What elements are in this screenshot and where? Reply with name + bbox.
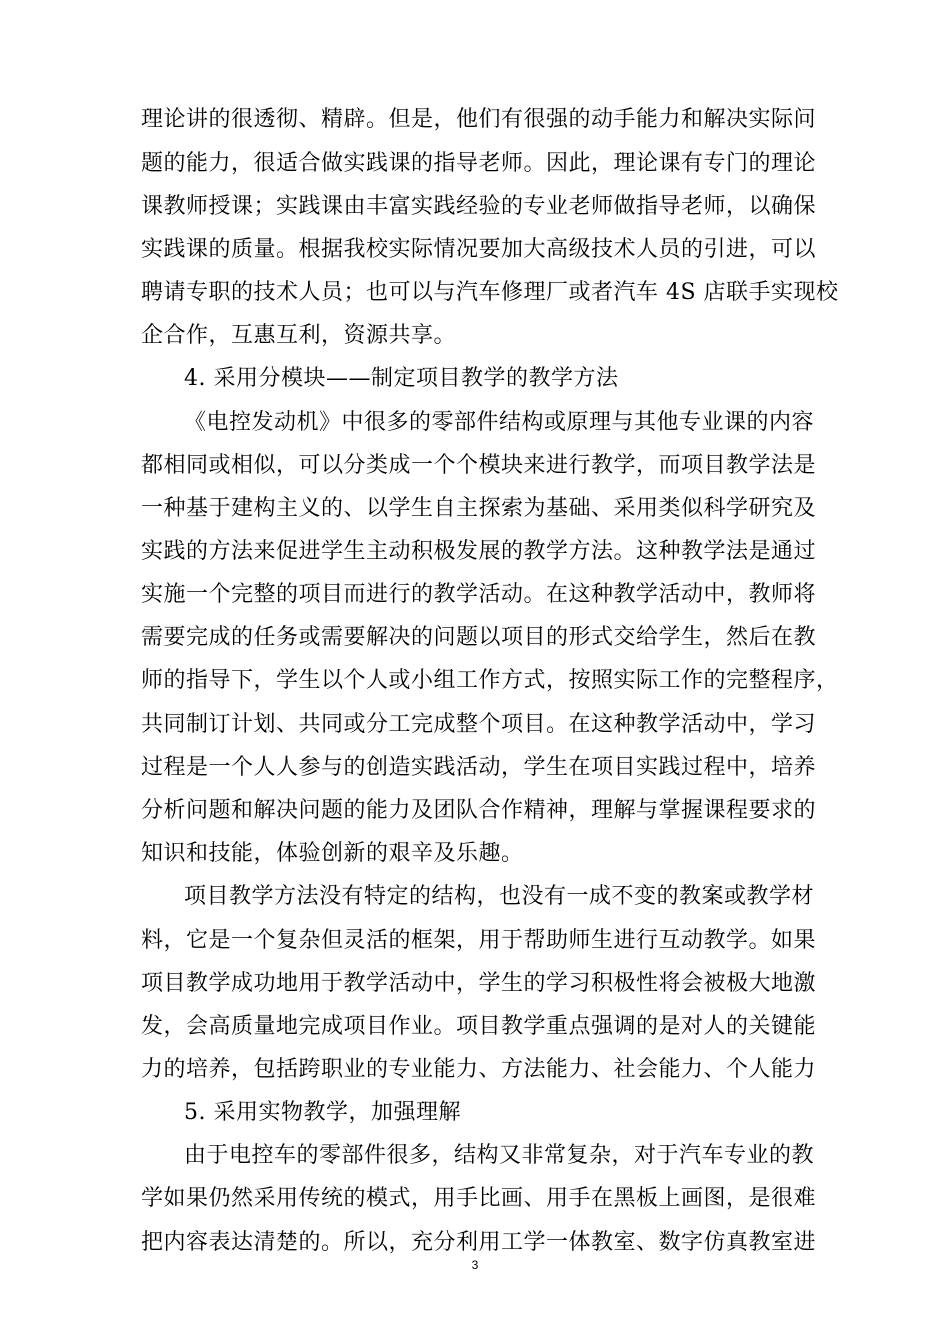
body-text-line: 都相同或相似，可以分类成一个个模块来进行教学，而项目教学法是: [141, 453, 817, 478]
body-text-line: 料，它是一个复杂但灵活的框架，用于帮助师生进行互动教学。如果: [141, 928, 817, 953]
paragraph-first-line: 《电控发动机》中很多的零部件结构或原理与其他专业课的内容: [184, 410, 815, 435]
body-text-line: 实施一个完整的项目而进行的教学活动。在这种教学活动中，教师将: [141, 582, 817, 607]
body-text-line: 企合作，互惠互利，资源共享。: [141, 323, 457, 348]
body-text-line: 课教师授课；实践课由丰富实践经验的专业老师做指导老师，以确保: [141, 194, 817, 219]
body-text-line: 分析问题和解决问题的能力及团队合作精神，理解与掌握课程要求的: [141, 798, 817, 823]
body-text-line: 过程是一个人人参与的创造实践活动，学生在项目实践过程中，培养: [141, 755, 817, 780]
body-text-line: 项目教学成功地用于教学活动中，学生的学习积极性将会被极大地激: [141, 971, 817, 996]
page-number: 3: [471, 1258, 479, 1272]
body-text-line: 理论讲的很透彻、精辟。但是，他们有很强的动手能力和解决实际问: [141, 107, 817, 132]
section-heading: 4. 采用分模块——制定项目教学的教学方法: [184, 366, 619, 391]
body-text-line: 把内容表达清楚的。所以，充分利用工学一体教室、数字仿真教室进: [141, 1230, 817, 1255]
body-text-line: 共同制订计划、共同或分工完成整个项目。在这种教学活动中，学习: [141, 712, 817, 737]
paragraph-first-line: 由于电控车的零部件很多，结构又非常复杂，对于汽车专业的教: [184, 1143, 815, 1168]
body-text-line: 题的能力，很适合做实践课的指导老师。因此，理论课有专门的理论: [141, 151, 817, 176]
body-text-line: 实践课的质量。根据我校实际情况要加大高级技术人员的引进，可以: [141, 237, 817, 262]
body-text-line: 一种基于建构主义的、以学生自主探索为基础、采用类似科学研究及: [141, 496, 817, 521]
body-text-line: 实践的方法来促进学生主动积极发展的教学方法。这种教学法是通过: [141, 539, 817, 564]
body-text-line: 学如果仍然采用传统的模式，用手比画、用手在黑板上画图，是很难: [141, 1186, 817, 1211]
body-text-line: 知识和技能，体验创新的艰辛及乐趣。: [141, 841, 524, 866]
section-heading: 5. 采用实物教学，加强理解: [184, 1100, 461, 1125]
paragraph-first-line: 项目教学方法没有特定的结构，也没有一成不变的教案或教学材: [184, 884, 815, 909]
body-text-line: 聘请专职的技术人员；也可以与汽车修理厂或者汽车 4S 店联手实现校: [141, 280, 839, 305]
body-text-line: 需要完成的任务或需要解决的问题以项目的形式交给学生，然后在教: [141, 625, 817, 650]
body-text-line: 师的指导下，学生以个人或小组工作方式，按照实际工作的完整程序，: [141, 668, 839, 693]
body-text-line: 发，会高质量地完成项目作业。项目教学重点强调的是对人的关键能: [141, 1014, 817, 1039]
body-text-line: 力的培养，包括跨职业的专业能力、方法能力、社会能力、个人能力: [141, 1057, 817, 1082]
